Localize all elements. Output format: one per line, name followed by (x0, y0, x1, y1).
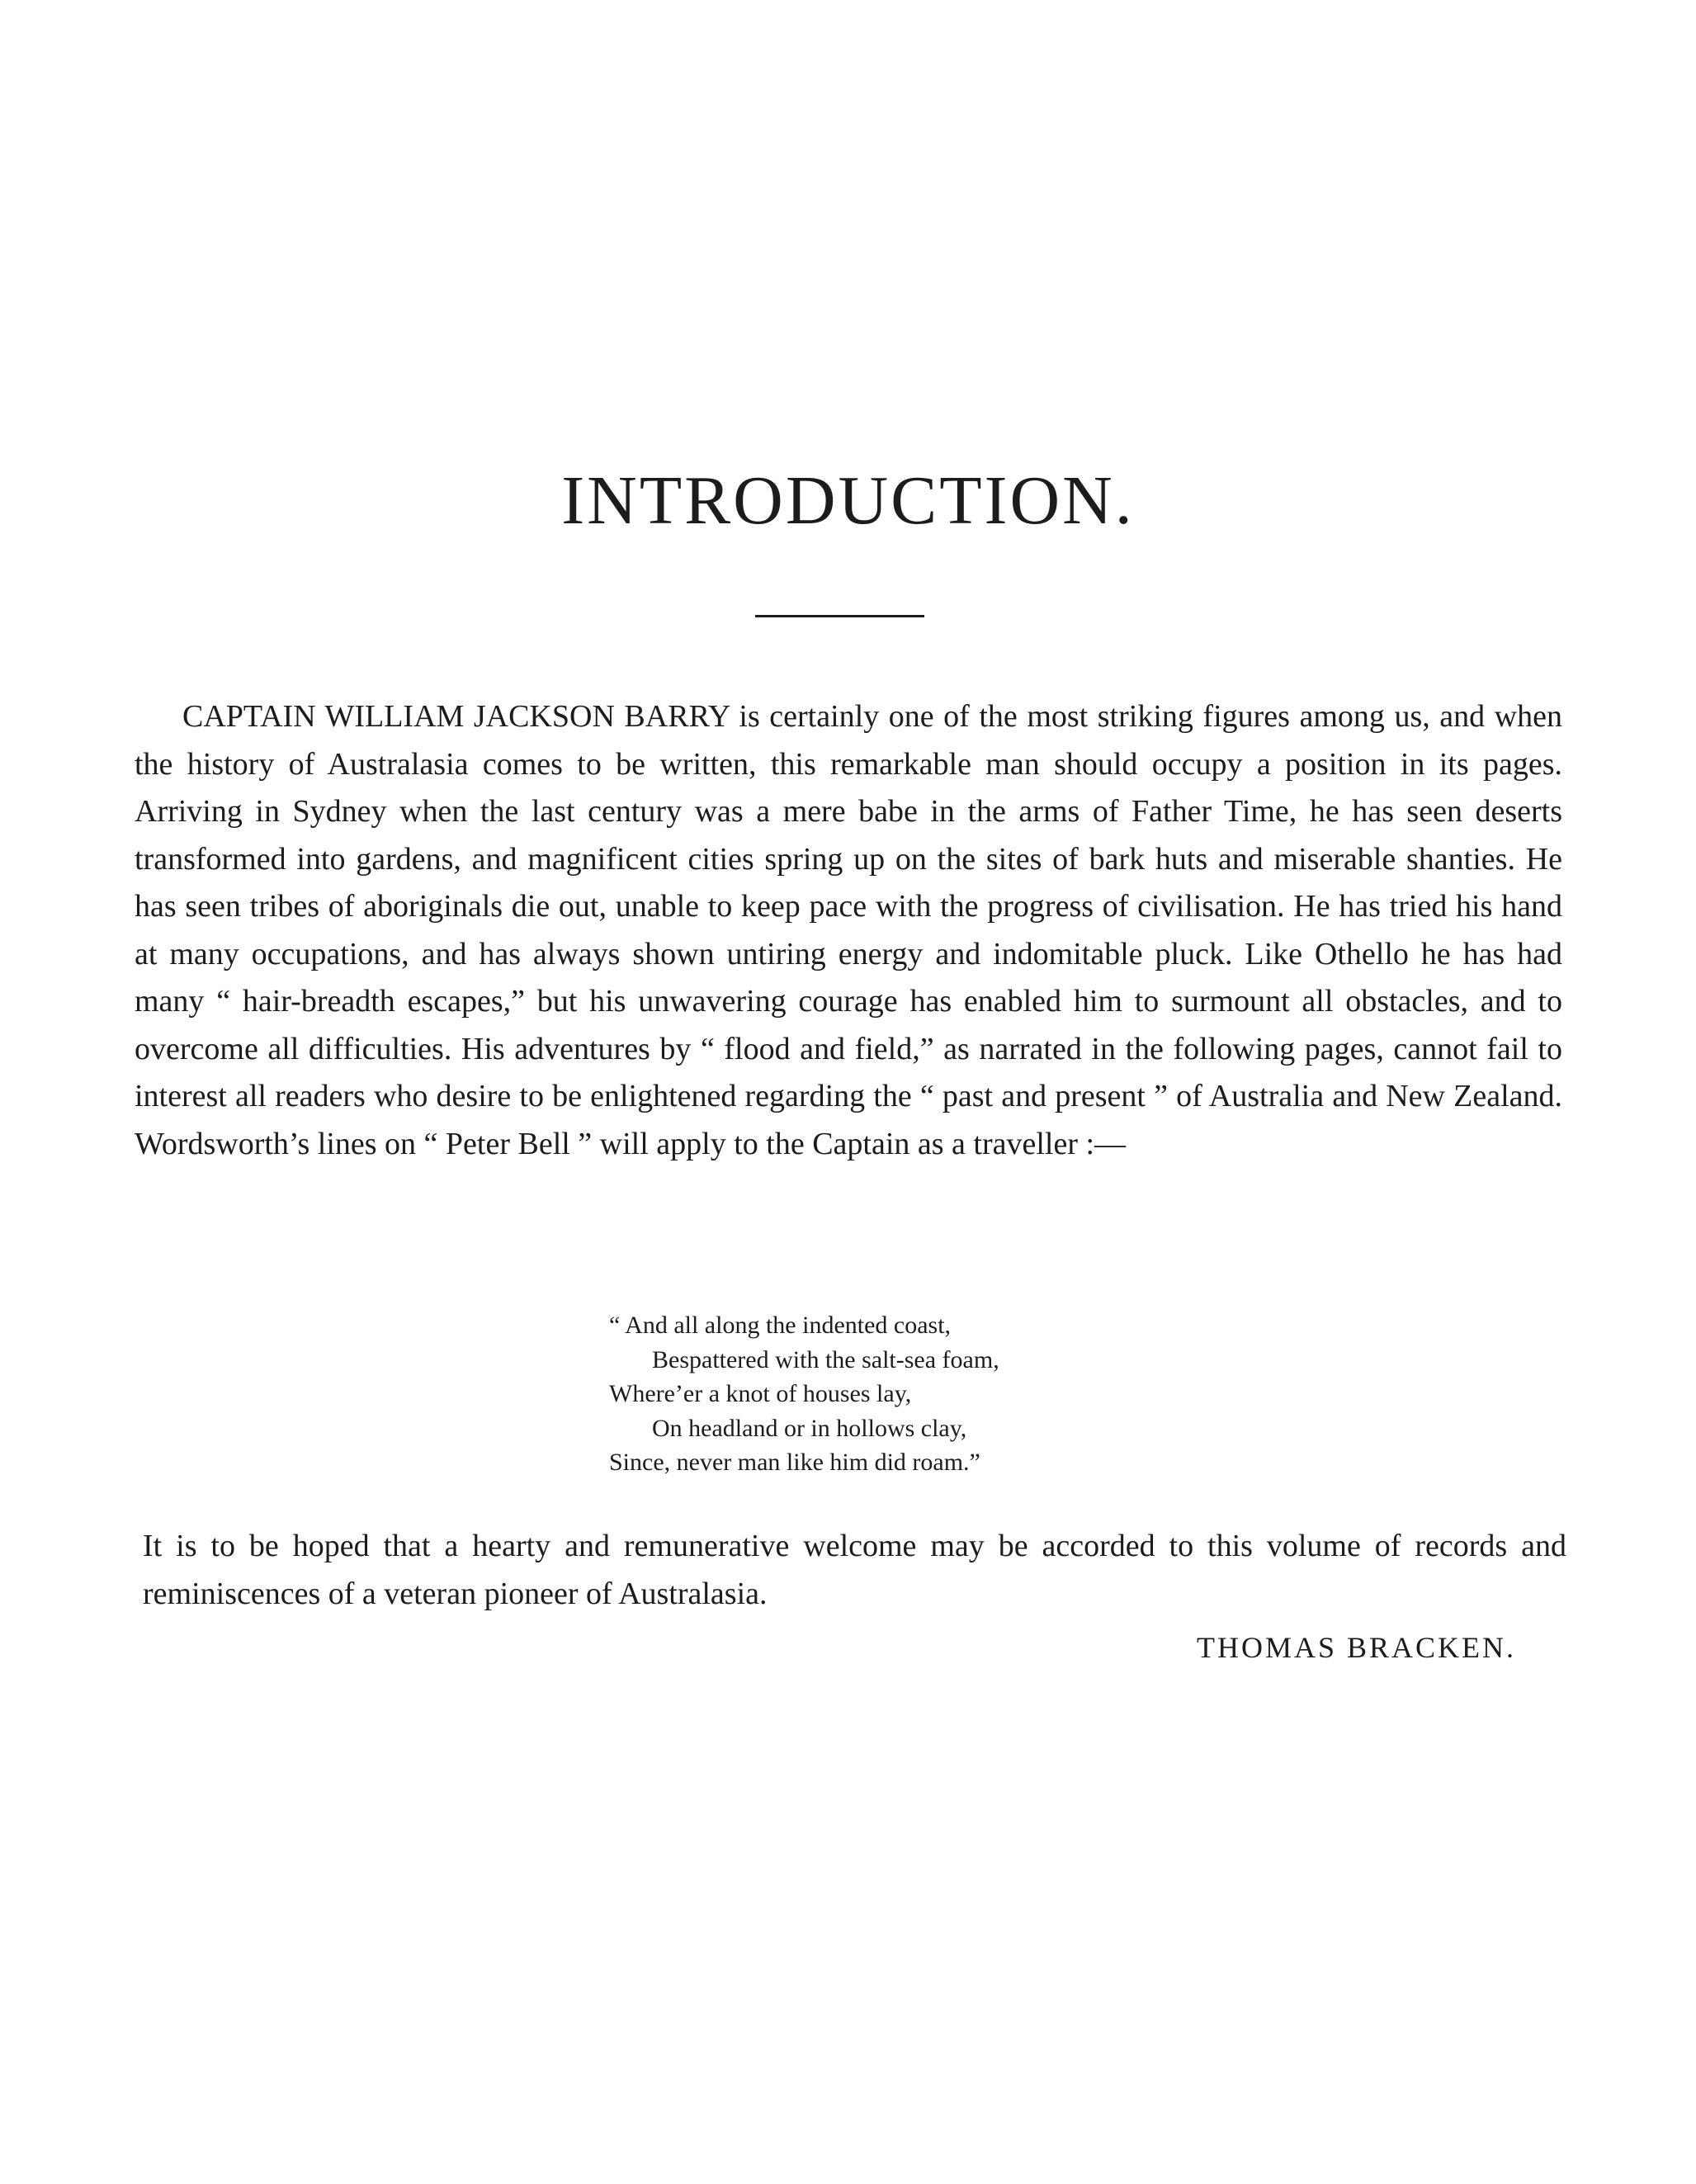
closing-paragraph: It is to be hoped that a hearty and remunerative welcome may be accorded to this volume of records and reminiscences of a veteran pioneer of Australasia. (143, 1529, 1566, 1611)
intro-paragraph: CAPTAIN WILLIAM JACKSON BARRY is certainly one of the most striking figures among us, and when the history of Australasia comes to be written, this remarkable man should occupy a position in its pages. Arriving in Sydney when the last century was a mere babe in the arms of Father Time, he has seen deserts transformed into gardens, and magnificent cities spring up on the sites of bark huts and miserable shanties. He has seen tribes of aboriginals die out, unable to keep pace with the progress of civilisation. He has tried his hand at many occupations, and has always shown untiring energy and indomitable pluck. Like Othello he has had many “ hair-breadth escapes,” but his unwavering courage has enabled him to surmount all obstacles, and to overcome all difficulties. His adventures by “ flood and field,” as narrated in the following pages, cannot fail to interest all readers who desire to be enlightened regarding the “ past and present ” of Australia and New Zealand. Wordsworth’s lines on “ Peter Bell ” will apply to the Captain as a traveller :— (135, 699, 1562, 1161)
title-divider (755, 615, 924, 617)
poem-line: Since, never man like him did roam.” (609, 1449, 980, 1476)
poem-line: Bespattered with the salt-sea foam, (652, 1345, 999, 1373)
poem-line: On headland or in hollows clay, (652, 1414, 967, 1442)
poem-line: “ And all along the indented coast, (609, 1312, 952, 1339)
author-signature: THOMAS BRACKEN. (1196, 1631, 1516, 1664)
poem-quote (609, 1308, 1187, 1480)
page-title: INTRODUCTION. (561, 462, 1135, 539)
poem-line: Where’er a knot of houses lay, (609, 1380, 912, 1407)
